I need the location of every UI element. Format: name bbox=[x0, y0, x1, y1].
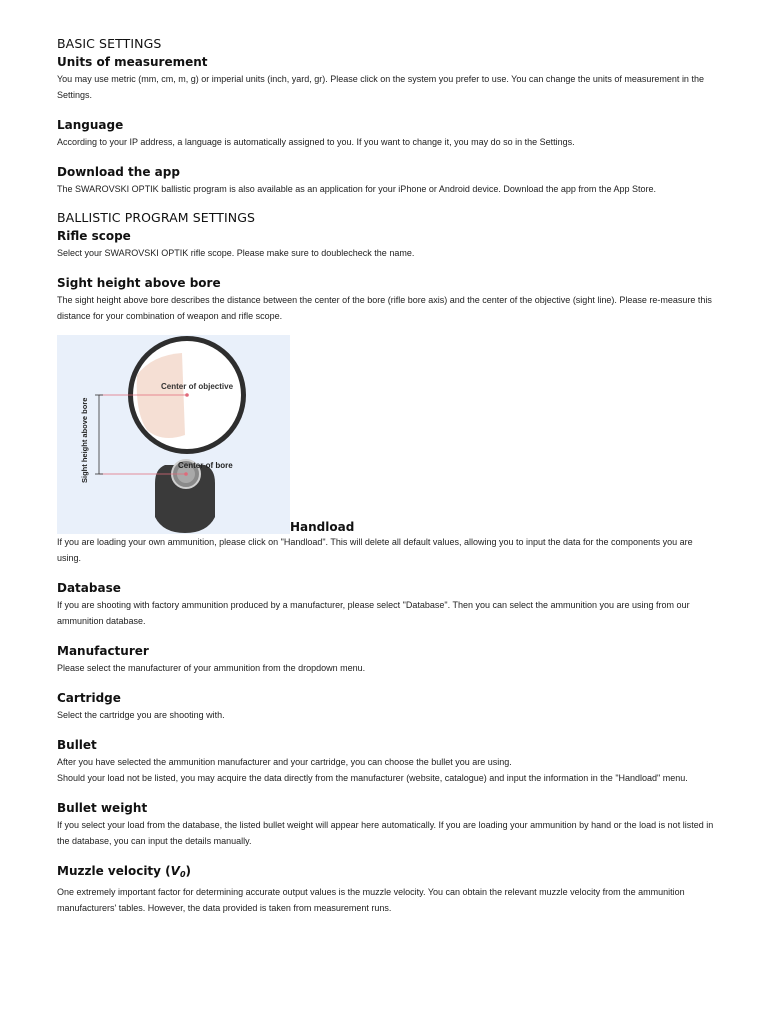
paragraph-muzzle-velocity: One extremely important factor for determining accurate output values is the muzzle velocity. You can obtain the relevant muzzle velocity from the ammunition manufacturers' tables. However, the data provided is taken from measurement runs. bbox=[57, 887, 685, 913]
paragraph-bullet-1: After you have selected the ammunition manufacturer and your cartridge, you can choose the bullet you are using. bbox=[57, 757, 512, 767]
muzzle-title-text: Muzzle velocity ( bbox=[57, 864, 171, 878]
paragraph-handload: If you are loading your own ammunition, please click on "Handload". This will delete all default values, allowing you to input the data for the components you are using. bbox=[57, 537, 693, 563]
paragraph-rifle-scope: Select your SWAROVSKI OPTIK rifle scope. Please make sure to doublecheck the name. bbox=[57, 248, 415, 258]
label-sight-height: Sight height above bore bbox=[80, 397, 89, 483]
paragraph-units: You may use metric (mm, cm, m, g) or imperial units (inch, yard, gr). Please click on the system you prefer to use. You can change the units of measurement in the Settings. bbox=[57, 74, 704, 100]
bore-point bbox=[184, 472, 188, 476]
heading-manufacturer: Manufacturer bbox=[57, 644, 149, 658]
heading-handload: Handload bbox=[290, 520, 355, 534]
paragraph-manufacturer: Please select the manufacturer of your ammunition from the dropdown menu. bbox=[57, 663, 366, 673]
paragraph-database: If you are shooting with factory ammunition produced by a manufacturer, please select "Database". Then you can select the ammunition you are using from our ammunition database. bbox=[57, 600, 690, 626]
heading-bullet: Bullet bbox=[57, 738, 97, 752]
section-title-basic: BASIC SETTINGS bbox=[57, 36, 162, 51]
heading-download: Download the app bbox=[57, 165, 180, 179]
objective-point bbox=[185, 393, 189, 397]
heading-rifle-scope: Rifle scope bbox=[57, 229, 131, 243]
paragraph-language: According to your IP address, a language is automatically assigned to you. If you want to change it, you may do so in the Settings. bbox=[57, 137, 575, 147]
muzzle-variable: V bbox=[170, 864, 180, 878]
label-bore: Center of bore bbox=[178, 461, 233, 470]
heading-muzzle-velocity bbox=[57, 862, 714, 884]
label-objective: Center of objective bbox=[161, 382, 234, 391]
scope-illustration bbox=[57, 335, 290, 534]
section-title-ballistic: BALLISTIC PROGRAM SETTINGS bbox=[57, 210, 256, 225]
muzzle-subscript: 0 bbox=[179, 870, 186, 879]
paragraph-bullet-weight: If you select your load from the database, the listed bullet weight will appear here automatically. If you are loading your ammunition by hand or the load is not listed in the database, you can input the details manually. bbox=[57, 820, 714, 846]
heading-sight-height: Sight height above bore bbox=[57, 276, 221, 290]
heading-cartridge: Cartridge bbox=[57, 691, 121, 705]
paragraph-cartridge: Select the cartridge you are shooting with. bbox=[57, 710, 225, 720]
paragraph-sight-height: The sight height above bore describes the distance between the center of the bore (rifle bore axis) and the center of the objective (sight line). Please re-measure this distance for your combination of weapon and rifle scope. bbox=[57, 295, 712, 321]
sight-height-diagram bbox=[57, 335, 290, 534]
heading-language: Language bbox=[57, 118, 124, 132]
heading-units: Units of measurement bbox=[57, 55, 208, 69]
heading-database: Database bbox=[57, 581, 121, 595]
paragraph-download: The SWAROVSKI OPTIK ballistic program is also available as an application for your iPhone or Android device. Download the app from the App Store. bbox=[57, 184, 656, 194]
heading-bullet-weight: Bullet weight bbox=[57, 801, 148, 815]
paragraph-bullet-2: Should your load not be listed, you may acquire the data directly from the manufacturer (website, catalogue) and input the information in the "Handload" menu. bbox=[57, 773, 688, 783]
muzzle-close: ) bbox=[185, 864, 192, 878]
figure-row bbox=[57, 335, 714, 534]
